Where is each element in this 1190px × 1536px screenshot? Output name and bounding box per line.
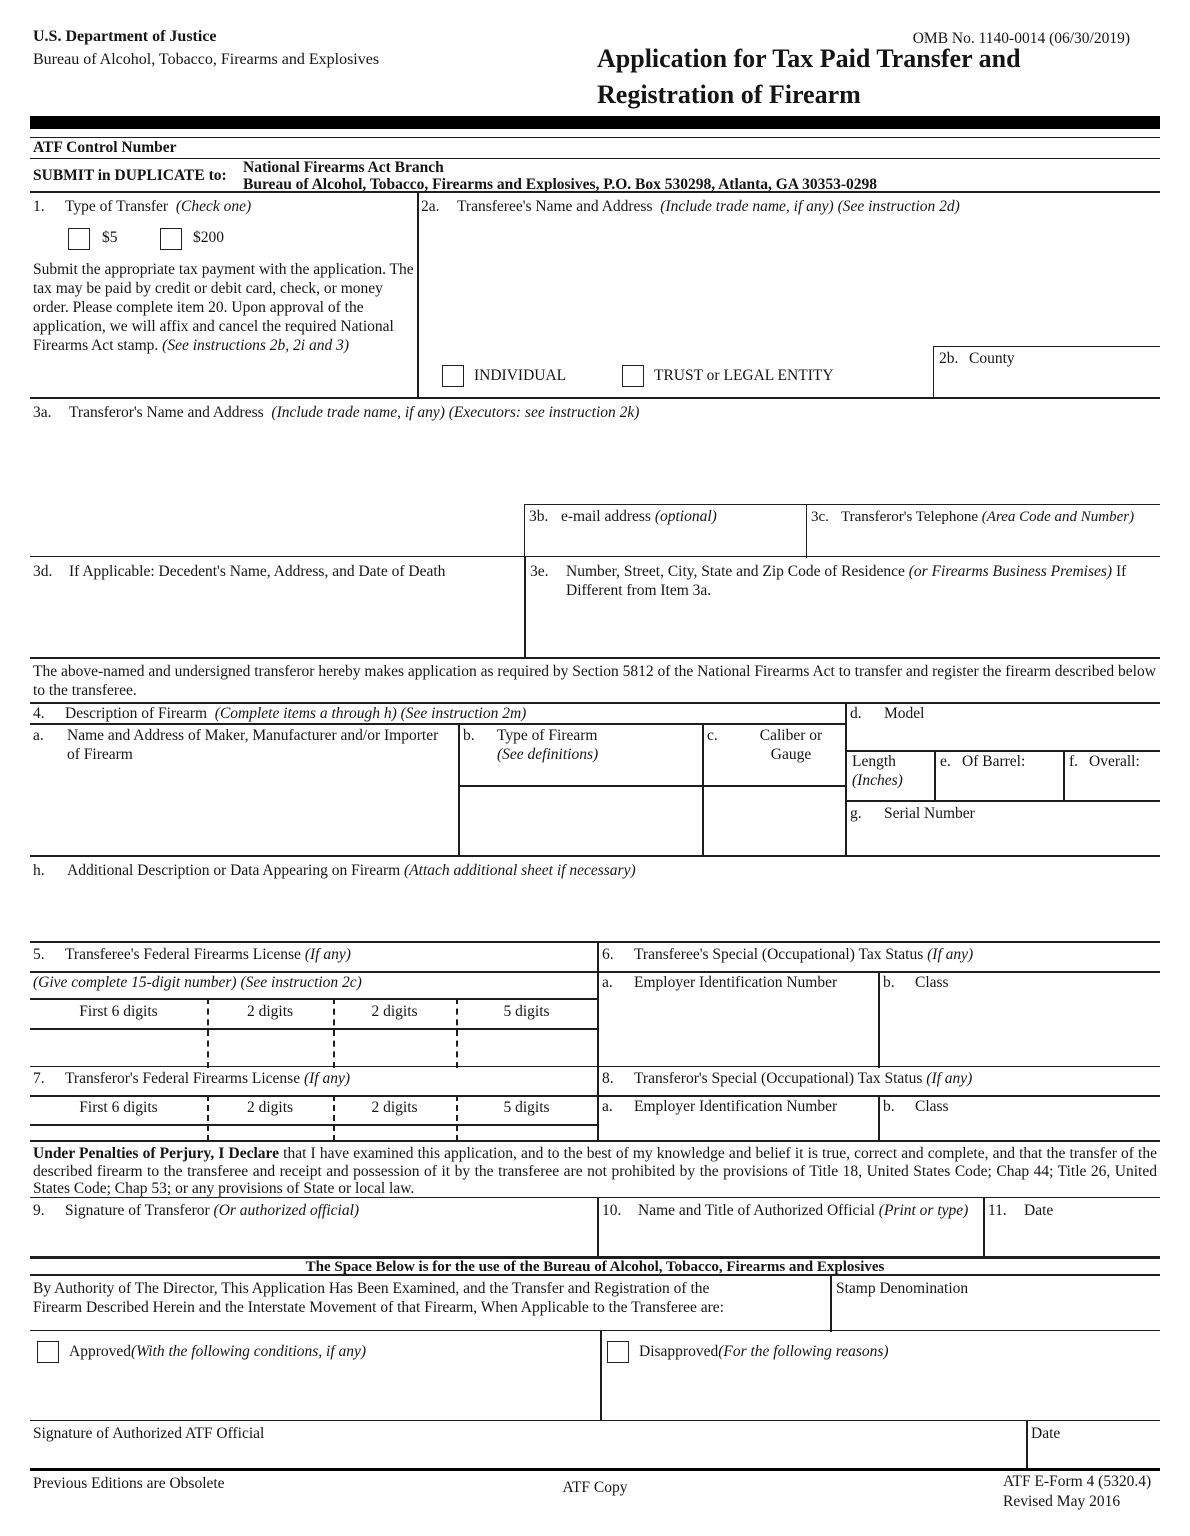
- section-1-2-row: [30, 191, 1160, 397]
- item4e-num: e.: [940, 753, 951, 770]
- item4h-num: h.: [33, 862, 45, 879]
- field-transferor-name-address[interactable]: [33, 429, 513, 549]
- item8-label: [602, 1070, 1157, 1089]
- item2a-title: Transferee's Name and Address (Include trade name, if any) (See instruction 2d): [457, 198, 960, 215]
- grid-line: [845, 704, 847, 857]
- item4g-title: Serial Number: [884, 805, 975, 822]
- item4d-num: d.: [850, 705, 862, 722]
- ffl5-col4-header: 5 digits: [503, 1003, 550, 1020]
- item2b-label: [934, 347, 1160, 369]
- item6-num: 6.: [602, 946, 614, 963]
- item10-title: Name and Title of Authorized Official (Print or type): [638, 1202, 969, 1219]
- field-transferee-class[interactable]: [883, 998, 1157, 1066]
- item6-label: [602, 946, 1157, 965]
- field-authorized-official-name[interactable]: [602, 1224, 980, 1254]
- item4d-label: [850, 705, 1155, 724]
- dept-title: U.S. Department of Justice: [33, 28, 217, 45]
- divider-8a-8b: [878, 1095, 880, 1141]
- item4b-label: [463, 727, 698, 765]
- omb-number: OMB No. 1140-0014 (06/30/2019): [912, 30, 1130, 47]
- field-email-address[interactable]: [524, 504, 806, 558]
- item11-num: 11.: [988, 1202, 1007, 1219]
- item6a-label: [602, 974, 872, 993]
- ffl5-col2-header: 2 digits: [246, 1003, 294, 1020]
- individual-checkbox[interactable]: [442, 365, 464, 387]
- item2a-label: [421, 198, 1156, 217]
- item4b-num: b.: [463, 727, 475, 744]
- divider-10-11: [983, 1198, 985, 1257]
- item3e-num: 3e.: [530, 563, 549, 580]
- approved-text: Approved: [69, 1343, 131, 1360]
- grid-line: [845, 800, 1160, 802]
- item3c-num: 3c.: [811, 509, 829, 525]
- trust-legal-entity-checkbox[interactable]: [622, 365, 644, 387]
- item4g-label: [850, 805, 1155, 824]
- section-4h-row: [30, 855, 1160, 941]
- item1-title: Type of Transfer (Check one): [65, 198, 252, 215]
- statement-row: [30, 657, 1160, 702]
- tax-200-checkbox[interactable]: [160, 228, 182, 250]
- grid-line: [702, 723, 704, 857]
- bottom-rule: [30, 1468, 1160, 1471]
- tax-5-checkbox[interactable]: [68, 228, 90, 250]
- field-approval-conditions[interactable]: [37, 1366, 592, 1416]
- approval-row: [30, 1330, 1160, 1420]
- atf-use-banner-row: [30, 1256, 1160, 1274]
- field-disapproval-reasons[interactable]: [607, 1366, 1155, 1416]
- item4h-label: [33, 862, 1133, 881]
- item8a-title: Employer Identification Number: [634, 1098, 838, 1115]
- item5-subtitle: (Give complete 15-digit number) (See instruction 2c): [33, 974, 362, 991]
- item8b-title: Class: [915, 1098, 949, 1115]
- perjury-statement: Under Penalties of Perjury, I Declare that I have examined this application, and to the best of my knowledge and belief it is true, correct and complete, and that the transfer of the described firearm to the transferee and receipt and possession of it by the transferee are not prohibited by the provisions of Title 18, United States Code; Chap 44; Title 26, United States Code; Chap 53; or any provisions of State or local law.: [33, 1145, 1157, 1197]
- divider-authority-stamp: [830, 1276, 832, 1332]
- disapproved-text: Disapproved: [639, 1343, 719, 1360]
- submit-address-block: [243, 159, 877, 193]
- item4-label: [33, 705, 843, 724]
- section-4-row: [30, 702, 1160, 855]
- field-length[interactable]: [852, 753, 932, 798]
- item4d-title: Model: [884, 705, 925, 722]
- item8b-label: [883, 1098, 1153, 1117]
- item4b-title: Type of Firearm (See definitions): [497, 727, 599, 763]
- item6b-label: [883, 974, 1153, 993]
- divider-5-6: [597, 943, 599, 1068]
- item4f-num: f.: [1069, 753, 1079, 770]
- item3e-label: [530, 563, 1156, 601]
- atf-date-label: Date: [1031, 1425, 1061, 1442]
- field-transferor-signature[interactable]: [33, 1224, 593, 1254]
- separator-bar: [30, 116, 1160, 129]
- item4g-num: g.: [850, 805, 862, 822]
- item3d-num: 3d.: [33, 563, 53, 580]
- length-hint: (Inches): [852, 771, 903, 789]
- disapproved-checkbox[interactable]: [607, 1341, 629, 1363]
- disapproved-hint: (For the following reasons): [718, 1343, 889, 1360]
- item3a-num: 3a.: [33, 404, 52, 421]
- nfa-address: Bureau of Alcohol, Tobacco, Firearms and Explosives, P.O. Box 530298, Atlanta, GA 30353-0298: [243, 175, 877, 193]
- item9-num: 9.: [33, 1202, 45, 1219]
- item4-num: 4.: [33, 705, 45, 722]
- footer-copy-label: ATF Copy: [562, 1479, 628, 1496]
- divider-9-10: [597, 1198, 599, 1257]
- divider-6a-6b: [878, 971, 880, 1068]
- item1-label: [33, 198, 413, 217]
- submit-to-label: SUBMIT in DUPLICATE to:: [33, 167, 227, 184]
- grid-line: [1063, 750, 1065, 800]
- form-title-line2: Registration of Firearm: [597, 80, 861, 109]
- item1-instructions: Submit the appropriate tax payment with the application. The tax may be paid by credit or debit card, check, or money order. Please complete item 20. Upon approval of the application, we will affix and cancel the required National Firearms Act stamp. (See instructions 2b, 2i and 3): [33, 261, 414, 354]
- divider-1-2a: [417, 193, 419, 399]
- field-transferee-ein[interactable]: [602, 998, 872, 1066]
- item3c-title: Transferor's Telephone (Area Code and Number): [841, 509, 1135, 525]
- grid-line: [30, 998, 597, 1000]
- item8a-label: [602, 1098, 872, 1117]
- item4a-label: [33, 727, 453, 765]
- item4-title: Description of Firearm (Complete items a through h) (See instruction 2m): [65, 705, 527, 722]
- item4f-title: Overall:: [1089, 753, 1140, 770]
- atf-control-number-label: ATF Control Number: [33, 139, 177, 156]
- atf-signature-label: Signature of Authorized ATF Official: [33, 1425, 265, 1442]
- item4c-label: [707, 727, 842, 765]
- disapproved-label: [639, 1343, 1154, 1362]
- ffl5-col3-header: 2 digits: [371, 1003, 418, 1020]
- field-type-of-firearm[interactable]: [463, 789, 698, 854]
- item3a-title: Transferor's Name and Address (Include trade name, if any) (Executors: see instruction 2k): [69, 404, 640, 421]
- footer-form-number: ATF E-Form 4 (5320.4): [1003, 1473, 1152, 1490]
- divider-3d-3e: [524, 557, 526, 658]
- form-title-line1: Application for Tax Paid Transfer and: [597, 44, 1021, 73]
- atf-use-banner: The Space Below is for the use of the Bureau of Alcohol, Tobacco, Firearms and Explosives: [305, 1259, 885, 1275]
- item3c-label: [807, 505, 1160, 526]
- ffl7-col1-header: First 6 digits: [79, 1099, 158, 1116]
- field-additional-description[interactable]: [33, 885, 1153, 940]
- item8-title: Transferor's Special (Occupational) Tax Status (If any): [634, 1070, 973, 1087]
- grid-line: [458, 723, 460, 857]
- item9-title: Signature of Transferor (Or authorized official): [65, 1202, 360, 1219]
- item4c-title: Caliber or Gauge: [759, 727, 823, 763]
- item7-label: [33, 1070, 593, 1089]
- individual-label: INDIVIDUAL: [474, 367, 567, 384]
- item3b-num: 3b.: [529, 508, 549, 525]
- item6-title: Transferee's Special (Occupational) Tax Status (If any): [634, 946, 974, 963]
- item10-label: [602, 1202, 980, 1221]
- field-transferor-ffl-number[interactable]: [30, 1125, 597, 1140]
- item3a-label: [33, 404, 1033, 423]
- item4h-title: Additional Description or Data Appearing on Firearm (Attach additional sheet if necessary): [67, 862, 636, 879]
- atf-control-number-row[interactable]: [30, 137, 1160, 158]
- nfa-branch: National Firearms Act Branch: [243, 159, 444, 176]
- trust-legal-entity-label: TRUST or LEGAL ENTITY: [654, 367, 834, 384]
- item3d-label: [33, 563, 518, 582]
- item2a-num: 2a.: [421, 198, 440, 215]
- footer-revision-date: Revised May 2016: [1003, 1493, 1121, 1510]
- section-9-10-11-row: [30, 1197, 1160, 1256]
- approved-hint: (With the following conditions, if any): [131, 1343, 367, 1360]
- ffl7-col3-header: 2 digits: [371, 1099, 418, 1116]
- tax-5-label: $5: [102, 229, 118, 246]
- item4a-title: Name and Address of Maker, Manufacturer and/or Importer of Firearm: [67, 727, 439, 763]
- grid-line: [934, 750, 936, 800]
- item5-label: [33, 946, 593, 965]
- item11-title: Date: [1024, 1202, 1054, 1219]
- field-decedent-info[interactable]: [33, 587, 518, 652]
- field-barrel-length[interactable]: [940, 774, 1060, 799]
- field-atf-official-signature[interactable]: [33, 1445, 1018, 1467]
- item6b-title: Class: [915, 974, 949, 991]
- field-transferor-ein[interactable]: [602, 1119, 872, 1139]
- item3e-title: Number, Street, City, State and Zip Code of Residence (or Firearms Business Premises) If Different from Item 3a.: [566, 563, 1127, 599]
- section-3a-row: [30, 397, 1160, 556]
- ffl7-col4-header: 5 digits: [503, 1099, 550, 1116]
- item2b-num: 2b.: [939, 350, 959, 367]
- bureau-title: Bureau of Alcohol, Tobacco, Firearms and Explosives: [33, 51, 380, 68]
- field-transferor-class[interactable]: [883, 1119, 1157, 1139]
- item5-num: 5.: [33, 946, 45, 963]
- footer-obsolete-note: Previous Editions are Obsolete: [33, 1475, 225, 1492]
- divider-approved-disapproved: [600, 1331, 602, 1421]
- grid-line: [30, 971, 1160, 973]
- grid-line: [845, 750, 1160, 752]
- item2b-title: County: [969, 350, 1015, 367]
- field-stamp-denomination[interactable]: [836, 1301, 1156, 1329]
- grid-line: [458, 785, 845, 787]
- field-serial-number[interactable]: [850, 826, 1155, 854]
- item11-label: [988, 1202, 1153, 1221]
- tax-200-label: $200: [193, 229, 224, 246]
- section-7-8-row: [30, 1066, 1160, 1140]
- field-county[interactable]: [933, 346, 1160, 399]
- ffl7-col2-header: 2 digits: [246, 1099, 294, 1116]
- item1-num: 1.: [33, 198, 45, 215]
- atf-signature-row: [30, 1420, 1160, 1468]
- divider-signature-date: [1026, 1421, 1028, 1469]
- stamp-denomination-label: Stamp Denomination: [836, 1280, 969, 1297]
- field-maker-importer[interactable]: [33, 769, 453, 854]
- divider-7-8: [597, 1067, 599, 1141]
- item3b-title: e-mail address (optional): [561, 508, 717, 525]
- authority-row: [30, 1274, 1160, 1330]
- item6a-num: a.: [602, 974, 613, 991]
- item5-title: Transferee's Federal Firearms License (If any): [65, 946, 351, 963]
- section-5-6-row: [30, 941, 1160, 1066]
- field-caliber-gauge[interactable]: [707, 789, 842, 854]
- item3b-label: [525, 505, 806, 527]
- grid-line: [30, 1095, 1160, 1097]
- item4e-label: [940, 753, 1060, 772]
- item7-title: Transferor's Federal Firearms License (If any): [65, 1070, 351, 1087]
- length-title: Length: [852, 753, 896, 770]
- ffl5-col1-header: First 6 digits: [79, 1003, 158, 1020]
- section-3d-3e-row: [30, 556, 1160, 657]
- item4e-title: Of Barrel:: [962, 753, 1026, 770]
- item4f-label: [1069, 753, 1159, 772]
- item8-num: 8.: [602, 1070, 614, 1087]
- authority-statement: By Authority of The Director, This Application Has Been Examined, and the Transfer and Registration of the Firearm Described Herein and the Interstate Movement of that Firearm, When Applicable to the Transferee are:: [33, 1280, 724, 1316]
- item4c-num: c.: [707, 727, 718, 744]
- field-date[interactable]: [988, 1224, 1153, 1254]
- item6b-num: b.: [883, 974, 895, 991]
- field-residence-address[interactable]: [566, 607, 1156, 652]
- item10-num: 10.: [602, 1202, 622, 1219]
- item7-num: 7.: [33, 1070, 45, 1087]
- item8a-num: a.: [602, 1098, 613, 1115]
- field-overall-length[interactable]: [1069, 774, 1157, 799]
- item9-label: [33, 1202, 593, 1221]
- field-atf-date[interactable]: [1031, 1445, 1156, 1467]
- submit-duplicate-row: [30, 158, 1160, 191]
- field-transferor-telephone[interactable]: [806, 504, 1160, 558]
- approved-label: [69, 1343, 589, 1362]
- field-transferee-ffl-number[interactable]: [30, 1029, 597, 1067]
- field-model[interactable]: [850, 726, 1155, 748]
- perjury-row: [30, 1140, 1160, 1197]
- item4a-num: a.: [33, 727, 44, 744]
- application-statement: The above-named and undersigned transferor hereby makes application as required by Section 5812 of the National Firearms Act to transfer and register the firearm described below to the transferee.: [33, 663, 1156, 699]
- approved-checkbox[interactable]: [37, 1341, 59, 1363]
- item8b-num: b.: [883, 1098, 895, 1115]
- field-transferee-name-address[interactable]: [421, 223, 951, 358]
- item6a-title: Employer Identification Number: [634, 974, 838, 991]
- item3d-title: If Applicable: Decedent's Name, Address, and Date of Death: [69, 563, 446, 580]
